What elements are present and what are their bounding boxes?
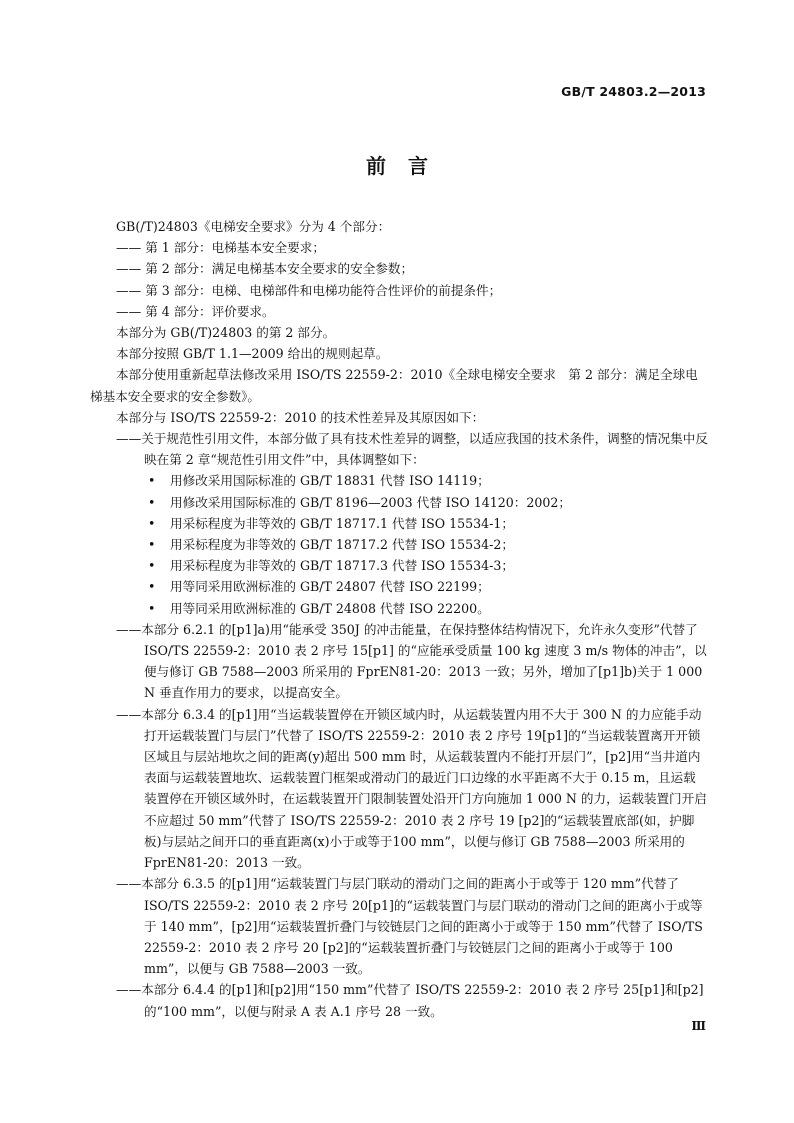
preface-body: [90, 216, 708, 1022]
paragraph: 本部分使用重新起草法修改采用 ISO/TS 22559-2：2010《全球电梯安全要求 第 2 部分：满足全球电梯基本安全要求的安全参数》。: [90, 367, 698, 404]
bullet-item: • 用采标程度为非等效的 GB/T 18717.2 代替 ISO 15534-2；: [148, 537, 515, 553]
standard-number: GB/T 24803.2—2013: [561, 84, 706, 99]
part-list-item: —— 第 4 部分：评价要求。: [116, 303, 275, 319]
bullet-item: • 用采标程度为非等效的 GB/T 18717.3 代替 ISO 15534-3；: [148, 558, 515, 574]
difference-item: ——本部分 6.3.4 的[p1]用“当运载装置停在开锁区域内时，从运载装置内用不大于 300 N 的力应能手动打开运载装置门与层门”代替了 ISO/TS 22559-2：2010 表 2 序号 19[p1]的“当运载装置离开开锁区域且与层站地坎之间的距离(y)超出 500 mm 时，从运载装置内不能打开层门”，[p2]用“当井道内表面与运载装置地坎、运载装置门框架或滑动门的最近门口边缘的水平距离不大于 0.15 m，且运载装置停在开锁区域外时，在运载装置开门限制装置处沿开门方向施加 1 000 N 的力，运载装置门开启不应超过 50 mm”代替了 ISO/TS 22559-2：2010 表 2 序号 19 [p2]的“运载装置底部(如，护脚板)与层站之间开口的垂直距离(x)小于或等于100 mm”，以便与修订 GB 7588—2003 所采用的 FprEN81-20：2013 一致。: [116, 706, 707, 871]
bullet-list: [90, 470, 708, 618]
page-number: Ⅲ: [691, 1019, 706, 1033]
page-title: 前言: [366, 154, 450, 178]
difference-item: ——本部分 6.3.5 的[p1]用“运载装置门与层门联动的滑动门之间的距离小于或等于 120 mm”代替了 ISO/TS 22559-2：2010 表 2 序号 20[p1]的“运载装置门与层门联动的滑动门之间的距离小于或等于 140 mm”，[p2]用“运载装置折叠门与铰链层门之间的距离小于或等于 150 mm”代替了 ISO/TS 22559-2：2010 表 2 序号 20 [p2]的“运载装置折叠门与铰链层门之间的距离小于或等于 100 mm”，以便与 GB 7588—2003 一致。: [116, 876, 703, 977]
part-list-item: —— 第 2 部分：满足电梯基本安全要求的安全参数；: [116, 261, 414, 277]
bullet-item: • 用修改采用国际标准的 GB/T 8196—2003 代替 ISO 14120：2002；: [148, 494, 572, 510]
paragraph: 本部分按照 GB/T 1.1—2009 给出的规则起草。: [116, 346, 389, 362]
bullet-item: • 用采标程度为非等效的 GB/T 18717.1 代替 ISO 15534-1；: [148, 515, 515, 531]
part-list-item: —— 第 3 部分：电梯、电梯部件和电梯功能符合性评价的前提条件；: [116, 282, 502, 298]
intro-paragraph: GB(/T)24803《电梯安全要求》分为 4 个部分：: [116, 219, 391, 234]
part-list-item: —— 第 1 部分：电梯基本安全要求；: [116, 240, 325, 256]
difference-item: ——关于规范性引用文件，本部分做了具有技术性差异的调整，以适应我国的技术条件，调整的情况集中反映在第 2 章“规范性引用文件”中，具体调整如下：: [116, 431, 708, 468]
paragraph: 本部分与 ISO/TS 22559-2：2010 的技术性差异及其原因如下：: [116, 409, 485, 425]
bullet-item: • 用等同采用欧洲标准的 GB/T 24808 代替 ISO 22200。: [148, 600, 490, 616]
bullet-item: • 用等同采用欧洲标准的 GB/T 24807 代替 ISO 22199；: [148, 579, 490, 595]
difference-item: ——本部分 6.2.1 的[p1]a)用“能承受 350J 的冲击能量，在保持整体结构情况下，允许永久变形”代替了 ISO/TS 22559-2：2010 表 2 序号 15[p1] 的“应能承受质量 100 kg 速度 3 m/s 物体的冲击”，以便与修订 GB 7588—2003 所采用的 FprEN81-20：2013 一致；另外，增加了[p1]b)关于 1 000 N 垂直作用力的要求，以提高安全。: [116, 621, 707, 701]
difference-item: ——本部分 6.4.4 的[p1]和[p2]用“150 mm”代替了 ISO/TS 22559-2：2010 表 2 序号 25[p1]和[p2]的“100 mm”，以便与附录 A 表 A.1 序号 28 一致。: [116, 982, 704, 1019]
paragraph: 本部分为 GB(/T)24803 的第 2 部分。: [116, 325, 336, 341]
bullet-item: • 用修改采用国际标准的 GB/T 18831 代替 ISO 14119；: [148, 473, 490, 489]
